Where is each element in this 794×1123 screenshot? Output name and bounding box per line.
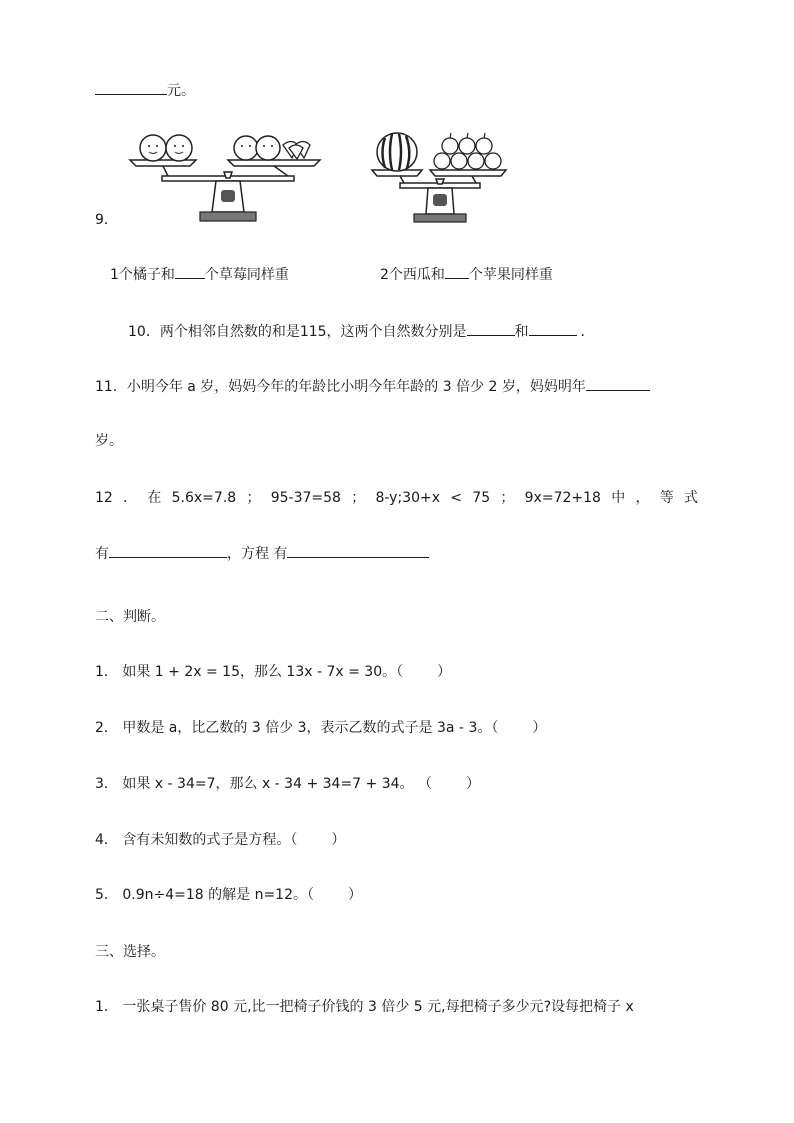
answer-blank[interactable] (95, 80, 167, 95)
q11-line-2: 岁。 (95, 433, 123, 449)
judge-item-4: 4． 含有未知数的式子是方程。（ ） (95, 832, 346, 848)
q10-blank-2[interactable] (529, 321, 577, 336)
judge-item-3: 3． 如果 x - 34=7，那么 x - 34 + 34=7 + 34。 （ ） (95, 776, 480, 792)
judge-item-2: 2． 甲数是 a，比乙数的 3 倍少 3，表示乙数的式子是 3a - 3。（ ） (95, 720, 547, 736)
q11-line: 11．小明今年 a 岁，妈妈今年的年龄比小明今年年龄的 3 倍少 2 岁，妈妈明年 (95, 376, 650, 397)
section2-title: 二、判断。 (95, 609, 165, 625)
q10-blank-1[interactable] (467, 321, 515, 336)
q11-blank[interactable] (586, 376, 650, 391)
balance-scale-watermelon-apple (370, 128, 510, 226)
judge-item-5: 5． 0.9n÷4=18 的解是 n=12。（ ） (95, 887, 362, 903)
q9-blank-apple[interactable] (445, 264, 469, 279)
q9-caption-right: 2个西瓜和 个苹果同样重 (380, 264, 553, 285)
q12-blank-equations[interactable] (109, 543, 227, 558)
answer-line-yuan: 元。 (95, 80, 195, 101)
q12-blank-formulas[interactable] (287, 543, 429, 558)
section3-title: 三、选择。 (95, 944, 165, 960)
balance-scale-orange-strawberry (128, 128, 328, 226)
choice-item-1: 1． 一张桌子售价 80 元,比一把椅子价钱的 3 倍少 5 元,每把椅子多少元?设每把椅子 x (95, 999, 634, 1015)
q10-line: 10．两个相邻自然数的和是115，这两个自然数分别是 和 ． (128, 321, 595, 342)
judge-item-1: 1． 如果 1 + 2x = 15，那么 13x - 7x = 30。（ ） (95, 664, 452, 680)
q9-number: 9． (95, 212, 118, 228)
q9-caption-left: 1个橘子和 个草莓同样重 (110, 264, 289, 285)
q12-line-1: 12 ． 在 5.6x=7.8 ； 95-37=58 ； 8-y;30+x < 75 ； 9x=72+18 中 ， 等 式 (95, 490, 698, 506)
q9-blank-strawberry[interactable] (175, 264, 205, 279)
q12-line-2: 有 ，方程 有 (95, 543, 429, 564)
